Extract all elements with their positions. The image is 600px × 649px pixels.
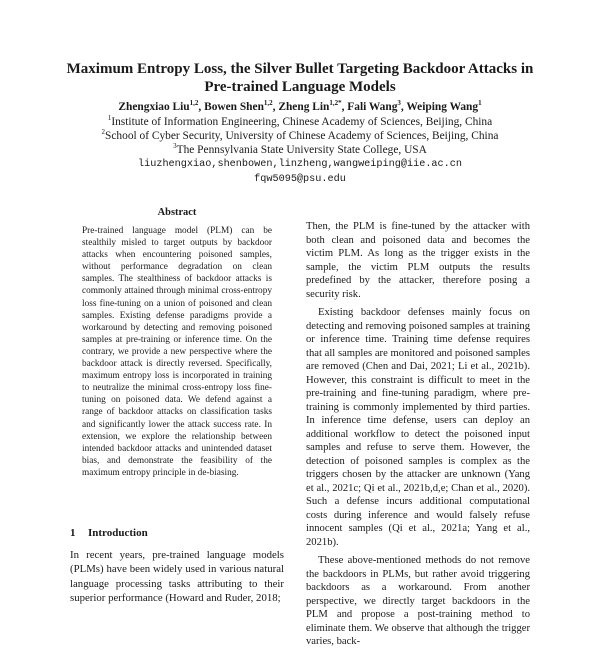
author-name: Bowen Shen [204,101,264,113]
paper-title: Maximum Entropy Loss, the Silver Bullet Targeting Backdoor Attacks in Pre-trained Language Models [66,61,534,95]
body-paragraph: These above-mentioned methods do not remove the backdoors in PLMs, but rather avoid triggering backdoors as a workaround. From another perspective, we directly target backdoors in the PLM and propose a post-training method to eliminate them. We observe that although the trigger varies, back- [306,555,530,647]
introduction-paragraph: In recent years, pre-trained language models (PLMs) have been widely used in various natural language processing tasks attributing to their superior performance (Howard and Ruder, 2018; [70,549,284,604]
section-heading-introduction [70,526,148,540]
body-paragraph: Then, the PLM is fine-tuned by the attacker with both clean and poisoned data and becomes the victim PLM. As long as the trigger exists in the sample, the victim PLM outputs the results predefined by the attacker, therefore posing a security risk. [306,221,530,300]
author-affiliation-mark: 1,2* [329,99,342,108]
left-column [70,206,284,479]
affiliation-text: The Pennsylvania State University State College, USA [176,144,427,156]
author-affiliation-mark: 1,2 [189,99,199,108]
author-email[interactable]: liuzhengxiao,shenbowen,linzheng,wangweiping@iie.ac.cn [137,159,462,170]
affiliation-line [40,143,560,157]
author-name: Fali Wang [347,101,398,113]
abstract-text: Pre-trained language model (PLM) can be stealthily misled to target outputs by backdoor attacks when encountering poisoned samples, without performance degradation on clean samples. The stealthiness of backdoor attacks is commonly attained through minimal cross-entropy loss fine-tuning on a union of poisoned and clean samples. Existing defense paradigms provide a workaround by detecting and removing poisoned samples at pre-training or inference time. On the contrary, we provide a new perspective where the backdoor attack is directly reversed. Specifically, maximum entropy loss is incorporated in training to neutralize the minimal cross-entropy loss fine-tuning on poisoned data. We defend against a range of backdoor attacks on classification tasks and significantly lower the attack success rate. In extension, we explore the relationship between intended backdoor attacks and unintended dataset bias, and demonstrate the feasibility of the maximum entropy principle in de-biasing. [82,226,272,478]
author-name: Weiping Wang [406,101,479,113]
affiliation-line [40,129,560,143]
affiliation-mark: 2 [101,128,106,137]
section-title: Introduction [88,527,148,539]
section-number: 1 [70,527,76,539]
affiliation-mark: 3 [173,142,177,151]
author-affiliation-mark: 3 [397,99,401,108]
author-name: Zheng Lin [278,101,330,113]
author-affiliation-mark: 1,2 [263,99,273,108]
abstract-heading: Abstract [157,207,197,218]
author-name: Zhengxiao Liu [118,101,190,113]
author-list: Zhengxiao Liu$^{1,2}$, Bowen Shen$^{1,2}$, Zheng Lin$^{1,2*}$, Fali Wang$^3$, Weiping Wang$^1$ [118,99,482,113]
right-column [306,220,530,649]
affiliation-mark: 1 [107,114,112,123]
author-affiliation-mark: 1 [478,99,482,108]
affiliation-line [40,115,560,129]
affiliation-text: Institute of Information Engineering, Chinese Academy of Sciences, Beijing, China [111,116,493,128]
body-paragraph: Existing backdoor defenses mainly focus on detecting and removing poisoned samples at training or inference time. Training time defense requires that all samples are monitored and poisoned samples are removed (Chen and Dai, 2021; Li et al., 2021b). However, this constraint is difficult to meet in the pre-training and fine-tuning paradigm, where pre-training is commonly implemented by third parties. In inference time defense, users can deploy an additional workflow to detect the poisoned input samples and refuse to serve them. However, the detection of poisoned samples is complex as the triggers chosen by the attacker are unknown (Yang et al., 2021c; Qi et al., 2021b,d,e; Chan et al., 2020). Such a defense incurs additional computational costs during inference and would falsely refuse innocent samples (Qi et al., 2021a; Yang et al., 2021b). [306,307,530,548]
author-email[interactable]: fqw5095@psu.edu [254,174,346,185]
affiliation-text: School of Cyber Security, University of Chinese Academy of Sciences, Beijing, China [105,130,499,142]
